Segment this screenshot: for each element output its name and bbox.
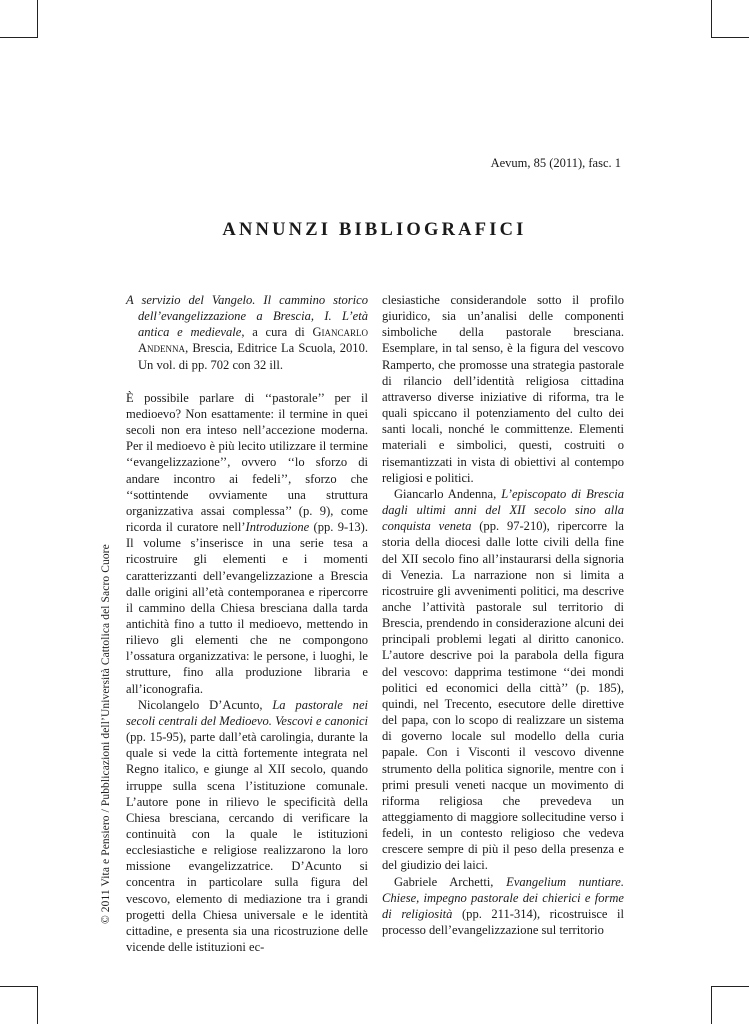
crop-mark [37, 986, 38, 1024]
running-header: Aevum, 85 (2011), fasc. 1 [490, 156, 621, 170]
paragraph: Gabriele Archetti, Evangelium nuntiare. Chiese, impegno pastorale dei chierici e forme di religiosità (pp. 211-314), ricostruisce il processo dell’evangelizzazione sul territorio [382, 874, 624, 938]
crop-mark [37, 0, 38, 38]
paragraph: È possibile parlare di ‘‘pastorale’’ per il medioevo? Non esattamente: il termine in quei secoli non era inteso nell’accezione moderna. Per il medioevo è più lecito utilizzare il termine ‘‘evangelizzazione’’, ovvero ‘‘lo sforzo di andare incontro ai fedeli’’, sforzo che ‘‘sottintende ovviamente una struttura organizzativa assai complessa’’ (p. 9), come ricorda il curatore nell’Introduzione (pp. 9-13). Il volume s’inserisce in una serie tesa a ricostruire gli elementi e i momenti caratterizzanti dell’evangelizzazione a Brescia dalle origini all’età contemporanea e ripercorre il cammino della Chiesa bresciana dalla tarda antichità fino a tutto il medioevo, mettendo in rilievo gli elementi che ne compongono l’ossatura organizzativa: le persone, i luoghi, le strutture, fino alla produzione libraria e all’iconografia. [126, 390, 369, 696]
left-column [126, 292, 368, 955]
crop-mark [0, 986, 38, 987]
chapter-title: Evangelium nuntiare. Chiese, impegno pastorale dei chierici e forme di religiosità [382, 874, 624, 921]
author-name: Giancarlo Andenna, [394, 486, 502, 501]
paragraph: Nicolangelo D’Acunto, La pastorale nei secoli centrali del Medioevo. Vescovi e canonici (pp. 15-95), parte dall’età carolingia, durante la quale si vede la città fortemente integrata nel Regno italico, e giunge al XII secolo, quando irruppe sulla scena l’istituzione comunale. L’autore pone in rilievo le specificità della Chiesa bresciana, cercando di verificare la continuità con la quale le istituzioni ecclesiastiche e religiose realizzarono la loro missione evangelizzatrice. D’Acunto si concentra in particolare sulla figura del vescovo, elemento di mediazione tra i grandi progetti della Chiesa universale e le identità cittadine, e presenta sia una ricostruzione delle vicende delle istituzioni ec- [126, 697, 368, 955]
copyright-note: © 2011 Vita e Pensiero / Pubblicazioni dell’Università Cattolica del Sacro Cuore [100, 544, 112, 924]
crop-mark [711, 37, 749, 38]
paragraph: Giancarlo Andenna, L’episcopato di Brescia dagli ultimi anni del XII secolo sino alla conquista veneta (pp. 97-210), ripercorre la storia della diocesi dalle lotte civili della fine del XII secolo fino all’instaurarsi della signoria di Venezia. La narrazione non si limita a ricostruire gli avvenimenti politici, ma descrive anche l’attività pastorale sul territorio di Brescia, prendendo in considerazione alcuni dei principali problemi legati al diritto canonico. L’autore descrive poi la parabola della figura del vescovo: dapprima testimone ‘‘dei mondi politici ed economici della città’’ (p. 185), quindi, nel Trecento, esecutore delle direttive del papa, con lo scopo di realizzare un sistema di governo locale sul modello della curia papale. Con i Visconti il vescovo divenne strumento della politica signorile, mentre con i primi presuli veneti nacque un movimento di riforma religiosa che prevedeva un atteggiamento di maggiore sollecitudine verso i fedeli, in un contesto religioso che vedeva crescere sempre di più il peso della presenza e del giudizio dei laici. [382, 486, 625, 873]
crop-mark [711, 986, 712, 1024]
crop-mark [711, 0, 712, 38]
chapter-title: L’episcopato di Brescia dagli ultimi anni del XII secolo sino alla conquista veneta [382, 486, 624, 534]
section-title: ANNUNZI BIBLIOGRAFICI [222, 220, 527, 240]
crop-mark [0, 37, 38, 38]
right-column [382, 292, 624, 938]
chapter-title: La pastorale nei secoli centrali del Medioevo. Vescovi e canonici [126, 697, 368, 728]
book-title: A servizio del Vangelo. Il cammino storico dell’evangelizzazione a Brescia, I. L’età antica e medievale [126, 293, 368, 340]
paragraph: clesiastiche considerandole sotto il profilo giuridico, sia un’analisi delle componenti simboliche della pastorale bresciana. Esemplare, in tal senso, è la figura del vescovo Ramperto, che promosse una strategia pastorale di rilancio dell’identità religiosa cittadina attraverso diverse iniziative di riforma, tra le quali spiccano il potenziamento del culto dei santi locali, nonché le committenze. Elementi materiali e simbolici, questi, costruiti o risemantizzati in vista di obiettivi al contempo religiosi e politici. [382, 293, 624, 485]
crop-mark [711, 986, 749, 987]
author-name: Nicolangelo D’Acunto, [138, 697, 273, 712]
bibliographic-reference: A servizio del Vangelo. Il cammino storico dell’evangelizzazione a Brescia, I. L’età antica e medievale, a cura di Giancarlo Andenna, Brescia, Editrice La Scuola, 2010. Un vol. di pp. 702 con 32 ill. [126, 293, 369, 372]
author-name: Gabriele Archetti, [394, 874, 507, 889]
editor-name: Giancarlo Andenna [138, 325, 369, 356]
